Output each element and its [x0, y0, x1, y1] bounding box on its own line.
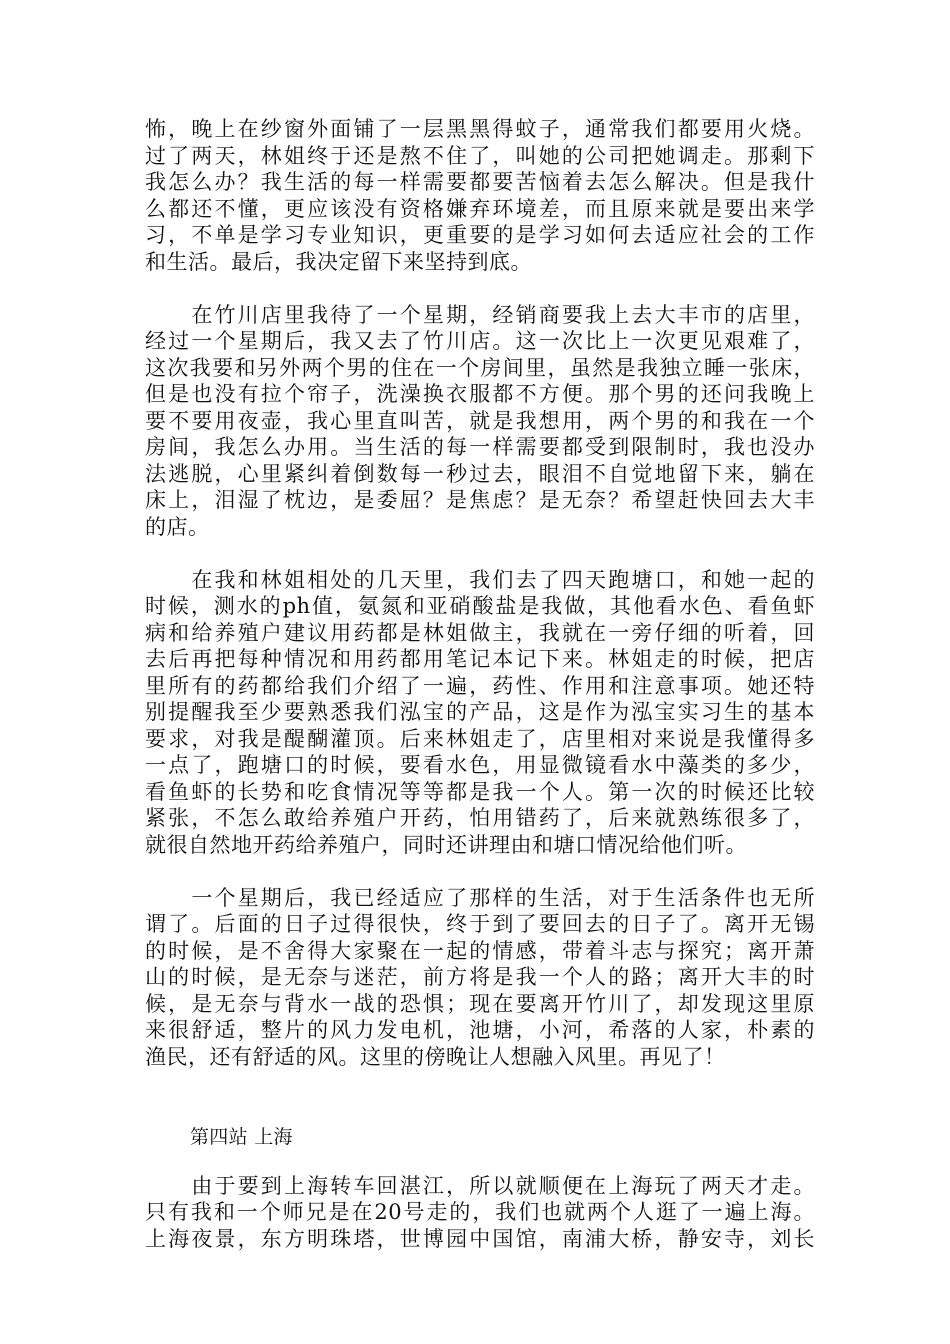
text-line: 怖，晚上在纱窗外面铺了一层黑黑得蚊子，通常我们都要用火烧。 — [145, 117, 815, 141]
text-line: 别提醒我至少要熟悉我们泓宝的产品，这是作为泓宝实习生的基本 — [145, 700, 815, 724]
document-page — [145, 116, 815, 1279]
text-line: 就很自然地开药给养殖户，同时还讲理由和塘口情况给他们听。 — [145, 832, 747, 857]
text-line: 一点了，跑塘口的时候，要看水色，用显微镜看水中藻类的多少， — [145, 753, 815, 777]
paragraph-4 — [145, 885, 815, 1071]
text-line: 候，是无奈与背水一战的恐惧；现在要离开竹川了，却发现这里原 — [145, 991, 815, 1016]
text-line: 法逃脱，心里紧纠着倒数每一秒过去，眼泪不自觉地留下来，躺在 — [145, 461, 815, 486]
text-line: 一个星期后，我已经适应了那样的生活，对于生活条件也无所 — [145, 885, 815, 910]
paragraph-2 — [145, 302, 815, 541]
text-line: 时候，测水的ph值，氨氮和亚硝酸盐是我做，其他看水色、看鱼虾 — [145, 594, 815, 618]
text-line: 过了两天，林姐终于还是熬不住了，叫她的公司把她调走。那剩下 — [145, 143, 815, 168]
text-line: 但是也没有拉个帘子，洗澡换衣服都不方便。那个男的还问我晚上 — [145, 382, 815, 406]
text-line: 床上，泪湿了枕边，是委屈？是焦虑？是无奈？希望赶快回去大丰 — [145, 488, 815, 512]
text-line: 我怎么办？我生活的每一样需要都要苦恼着去怎么解决。但是我什 — [145, 170, 815, 194]
text-line: 看鱼虾的长势和吃食情况等等都是我一个人。第一次的时候还比较 — [145, 779, 815, 804]
text-line: 谓了。后面的日子过得很快，终于到了要回去的日子了。离开无锡 — [145, 912, 815, 936]
text-line: 渔民，还有舒适的风。这里的傍晚让人想融入风里。再见了！ — [145, 1044, 726, 1069]
text-line: 习，不单是学习专业知识，更重要的是学习如何去适应社会的工作 — [145, 223, 815, 247]
text-line: 这次我要和另外两个男的住在一个房间里，虽然是我独立睡一张床， — [145, 355, 815, 380]
text-line: 么都还不懂，更应该没有资格嫌弃环境差，而且原来就是要出来学 — [145, 196, 815, 221]
text-line: 山的时候，是无奈与迷茫，前方将是我一个人的路；离开大丰的时 — [145, 965, 815, 989]
text-line: 经过一个星期后，我又去了竹川店。这一次比上一次更见艰难了， — [145, 329, 815, 353]
paragraph-5 — [145, 1173, 815, 1253]
text-line: 由于要到上海转车回湛江，所以就顺便在上海玩了两天才走。 — [145, 1173, 815, 1198]
paragraph-1 — [145, 116, 815, 275]
section-heading: 第四站 上海 — [190, 1126, 293, 1148]
text-line: 要不要用夜壶，我心里直叫苦，就是我想用，两个男的和我在一个 — [145, 408, 815, 433]
text-line: 来很舒适，整片的风力发电机，池塘，小河，希落的人家，朴素的 — [145, 1018, 815, 1042]
text-line: 的时候，是不舍得大家聚在一起的情感，带着斗志与探究；离开萧 — [145, 938, 815, 963]
text-line: 房间，我怎么办用。当生活的每一样需要都受到限制时，我也没办 — [145, 435, 815, 459]
text-line: 里所有的药都给我们介绍了一遍，药性、作用和注意事项。她还特 — [145, 673, 815, 698]
text-line: 在竹川店里我待了一个星期，经销商要我上去大丰市的店里， — [145, 302, 815, 327]
text-line: 紧张，不怎么敢给养殖户开药，怕用错药了，后来就熟练很多了， — [145, 806, 815, 830]
text-line: 去后再把每种情况和用药都用笔记本记下来。林姐走的时候，把店 — [145, 647, 815, 671]
text-line: 要求，对我是醍醐灌顶。后来林姐走了，店里相对来说是我懂得多 — [145, 726, 815, 751]
text-line: 的店。 — [145, 514, 210, 539]
text-line: 在我和林姐相处的几天里，我们去了四天跑塘口，和她一起的 — [145, 567, 815, 592]
text-line: 上海夜景，东方明珠塔，世博园中国馆，南浦大桥，静安寺，刘长 — [145, 1226, 815, 1251]
paragraph-3 — [145, 567, 815, 859]
text-line: 病和给养殖户建议用药都是林姐做主，我就在一旁仔细的听着，回 — [145, 620, 815, 645]
text-line: 和生活。最后，我决定留下来坚持到底。 — [145, 249, 532, 274]
text-line: 只有我和一个师兄是在20号走的，我们也就两个人逛了一遍上海。 — [145, 1200, 815, 1224]
